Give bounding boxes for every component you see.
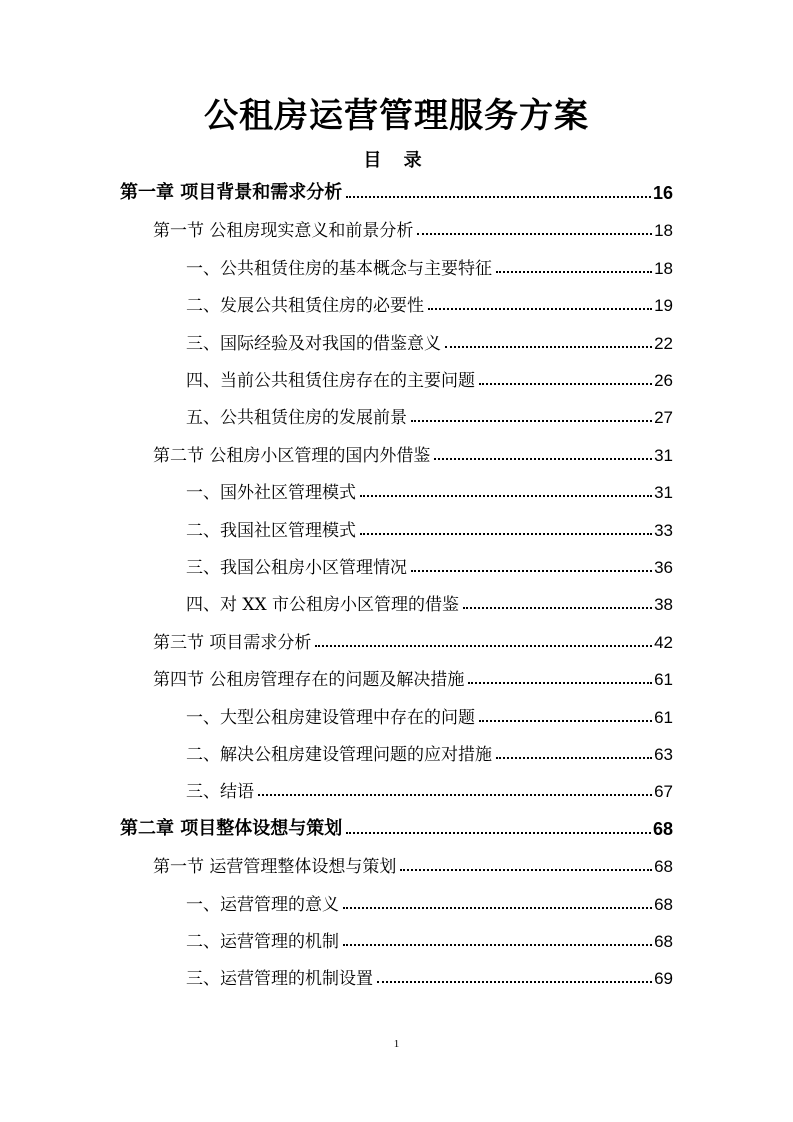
toc-entry[interactable]	[120, 174, 673, 204]
toc-entry-label: 第一章 项目背景和需求分析	[120, 182, 343, 203]
toc-entry-page: 18	[654, 258, 673, 278]
toc-entry-label: 二、运营管理的机制	[186, 932, 339, 952]
toc-entry-page: 68	[654, 857, 673, 877]
document-title: 公租房运营管理服务方案	[204, 96, 589, 136]
toc-entry-page: 42	[654, 632, 673, 652]
toc-leader-dots	[479, 720, 652, 722]
toc-entry-label: 一、公共租赁住房的基本概念与主要特征	[186, 258, 492, 279]
toc-entry-label: 三、我国公租房小区管理情况	[186, 558, 407, 578]
toc-entry-label: 第一节 运营管理整体设想与策划	[153, 857, 397, 878]
toc-leader-dots	[417, 233, 652, 235]
toc-entry-page: 31	[654, 483, 673, 503]
toc-leader-dots	[258, 794, 652, 796]
toc-entry-page: 61	[654, 707, 673, 727]
toc-entry-label: 第一节 公租房现实意义和前景分析	[153, 221, 414, 242]
toc-entry[interactable]	[186, 585, 673, 615]
toc-entry-page: 22	[654, 333, 673, 353]
toc-entry-page: 38	[654, 595, 673, 615]
toc-entry-label: 第四节 公租房管理存在的问题及解决措施	[153, 670, 465, 691]
toc-leader-dots	[479, 383, 652, 385]
toc-leader-dots	[346, 196, 651, 198]
toc-entry-page: 31	[654, 445, 673, 465]
toc-leader-dots	[400, 869, 652, 871]
toc-entry[interactable]	[186, 922, 673, 952]
toc-entry[interactable]	[153, 623, 673, 653]
toc-entry-label: 四、当前公共租赁住房存在的主要问题	[186, 371, 475, 391]
toc-entry-page: 68	[654, 932, 673, 951]
toc-leader-dots	[315, 645, 652, 647]
toc-entry-page: 68	[652, 818, 673, 839]
toc-entry-label: 二、解决公租房建设管理问题的应对措施	[186, 745, 492, 765]
toc-leader-dots	[496, 271, 652, 273]
toc-entry[interactable]	[186, 473, 673, 503]
toc-entry-label: 二、发展公共租赁住房的必要性	[186, 296, 424, 317]
toc-leader-dots	[343, 944, 652, 946]
toc-entry-page: 67	[654, 782, 673, 802]
toc-leader-dots	[377, 981, 652, 983]
toc-heading: 目 录	[363, 150, 430, 171]
toc-entry[interactable]	[153, 436, 673, 466]
toc-leader-dots	[346, 832, 651, 834]
toc-entry-page: 27	[654, 408, 673, 428]
toc-entry-label: 一、国外社区管理模式	[186, 483, 356, 504]
toc-entry[interactable]	[186, 735, 673, 765]
toc-entry-label: 四、对 XX 市公租房小区管理的借鉴	[186, 595, 460, 616]
toc-entry[interactable]	[153, 847, 673, 877]
toc-entry-page: 68	[654, 894, 673, 914]
toc-entry-page: 61	[654, 670, 673, 690]
toc-entry[interactable]	[186, 286, 673, 316]
toc-entry-label: 第二节 公租房小区管理的国内外借鉴	[153, 445, 431, 466]
toc-leader-dots	[463, 607, 652, 609]
toc-entry-label: 二、我国社区管理模式	[186, 520, 356, 541]
toc-entry[interactable]	[153, 660, 673, 690]
toc-entry-label: 一、大型公租房建设管理中存在的问题	[186, 707, 475, 728]
toc-entry[interactable]	[186, 772, 673, 802]
toc-entry-page: 63	[654, 745, 673, 764]
toc-entry[interactable]	[186, 398, 673, 428]
toc-entry[interactable]	[186, 249, 673, 279]
toc-entry-label: 三、结语	[186, 782, 254, 803]
toc-entry-label: 三、国际经验及对我国的借鉴意义	[186, 333, 441, 354]
toc-leader-dots	[343, 907, 652, 909]
toc-entry[interactable]	[120, 810, 673, 840]
toc-entry-label: 三、运营管理的机制设置	[186, 969, 373, 990]
toc-leader-dots	[496, 757, 652, 759]
page-number: 1	[393, 1038, 400, 1050]
toc-entry-page: 69	[654, 969, 673, 989]
toc-entry[interactable]	[186, 698, 673, 728]
toc-leader-dots	[360, 533, 652, 535]
toc-entry-label: 第二章 项目整体设想与策划	[120, 817, 343, 839]
toc-entry-label: 一、运营管理的意义	[186, 894, 339, 915]
toc-entry-page: 19	[654, 296, 673, 316]
toc-leader-dots	[445, 346, 652, 348]
toc-entry[interactable]	[186, 361, 673, 391]
toc-leader-dots	[360, 495, 652, 497]
toc-leader-dots	[428, 308, 652, 310]
toc-entry-page: 33	[654, 520, 673, 540]
toc-entry[interactable]	[186, 959, 673, 989]
toc-leader-dots	[468, 682, 652, 684]
toc-leader-dots	[434, 458, 652, 460]
toc-entry-page: 26	[654, 371, 673, 390]
toc-leader-dots	[411, 420, 652, 422]
toc-entry[interactable]	[186, 885, 673, 915]
toc-entry-page: 36	[654, 558, 673, 577]
toc-entry[interactable]	[186, 511, 673, 541]
toc-entry[interactable]	[153, 211, 673, 241]
toc-entry-label: 第三节 项目需求分析	[153, 632, 312, 653]
toc-leader-dots	[411, 570, 652, 572]
toc-entry[interactable]	[186, 324, 673, 354]
toc-entry-page: 18	[654, 221, 673, 241]
toc-entry[interactable]	[186, 548, 673, 578]
toc-entry-page: 16	[652, 183, 673, 203]
toc-entry-label: 五、公共租赁住房的发展前景	[186, 408, 407, 429]
